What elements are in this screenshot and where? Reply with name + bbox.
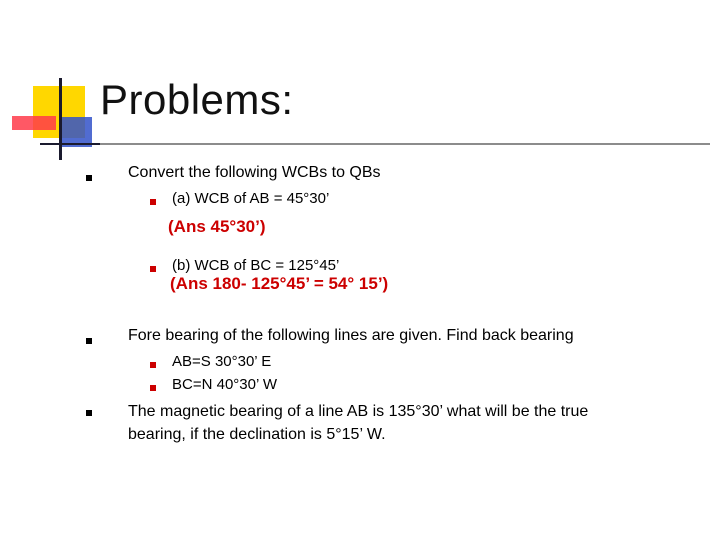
bullet-icon <box>86 175 92 181</box>
title-decoration-red-bar <box>12 116 56 130</box>
sub-bullet-icon <box>150 362 156 368</box>
fore-bearing-bc: BC=N 40°30’ W <box>172 376 278 393</box>
convert-item-b: (b) WCB of BC = 125°45’ <box>172 257 340 274</box>
slide-title: Problems: <box>100 76 294 123</box>
sub-bullet-icon <box>150 266 156 272</box>
magnetic-bearing-line2: bearing, if the declination is 5°15’ W. <box>128 426 386 443</box>
bullet-icon <box>86 338 92 344</box>
title-decoration-horizontal-line <box>40 143 100 145</box>
title-decoration-vertical-line <box>59 78 62 160</box>
magnetic-bearing-line1: The magnetic bearing of a line AB is 135°30’ what will be the true <box>128 403 589 420</box>
convert-instruction: Convert the following WCBs to QBs <box>128 164 381 181</box>
convert-item-a: (a) WCB of AB = 45°30’ <box>172 190 330 207</box>
sub-bullet-icon <box>150 199 156 205</box>
fore-bearing-instruction: Fore bearing of the following lines are given. Find back bearing <box>128 327 574 344</box>
bullet-icon <box>86 410 92 416</box>
title-underline-rule <box>100 143 710 145</box>
answer-a: (Ans 45°30’) <box>168 217 266 236</box>
sub-bullet-icon <box>150 385 156 391</box>
answer-b: (Ans 180- 125°45’ = 54° 15’) <box>170 274 389 293</box>
fore-bearing-ab: AB=S 30°30’ E <box>172 353 272 370</box>
